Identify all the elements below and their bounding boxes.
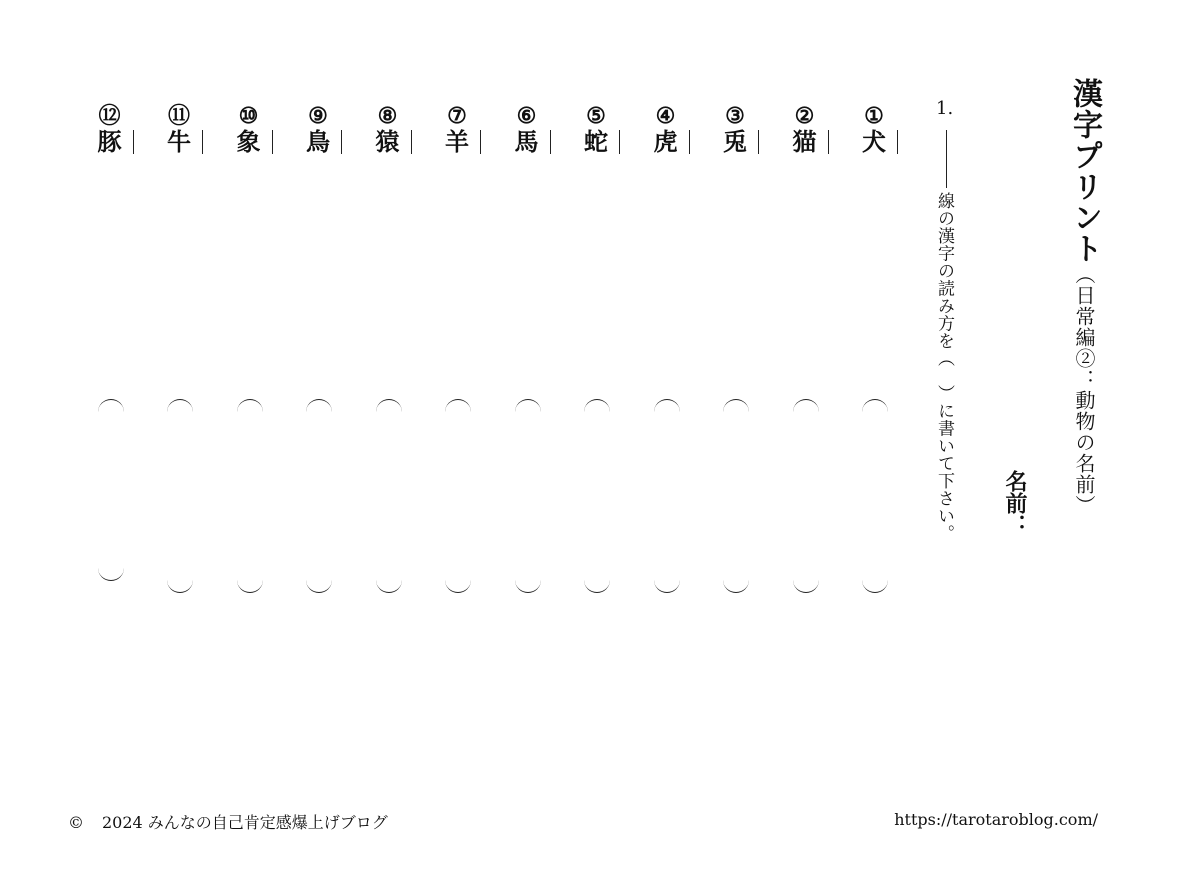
kanji-underline: [341, 130, 342, 154]
question-item-7: [437, 104, 477, 156]
question-item-3: [715, 104, 755, 156]
answer-paren-close: [654, 580, 680, 593]
kanji-underline: [480, 130, 481, 154]
kanji-underline: [411, 130, 412, 154]
answer-paren-open: [167, 399, 193, 412]
kanji-underline: [619, 130, 620, 154]
kanji-underline: [689, 130, 690, 154]
question-number: 1.: [936, 98, 954, 119]
kanji-underline: [828, 130, 829, 154]
question-item-6: [507, 104, 547, 156]
item-kanji: 犬: [862, 127, 886, 156]
item-number: ⑫: [98, 103, 121, 129]
item-kanji: 鳥: [306, 127, 330, 156]
answer-paren-open: [793, 399, 819, 412]
item-number: ⑤: [586, 103, 606, 129]
item-kanji: 牛: [167, 127, 191, 156]
item-kanji: 猿: [375, 127, 400, 156]
question-item-11: [159, 104, 199, 156]
question-item-9: [298, 104, 338, 156]
answer-paren-open: [584, 399, 610, 412]
footer-url[interactable]: https://tarotaroblog.com/: [894, 810, 1098, 829]
title-subtitle: （日常編②：動物の名前）: [1072, 264, 1096, 516]
item-number: ⑨: [308, 103, 328, 129]
answer-paren-open: [445, 399, 471, 412]
question-item-5: [576, 104, 616, 156]
answer-paren-open: [376, 399, 402, 412]
item-kanji: 虎: [653, 127, 678, 156]
question-item-8: [368, 104, 408, 156]
item-number: ①: [864, 103, 884, 129]
kanji-underline: [272, 130, 273, 154]
kanji-underline: [202, 130, 203, 154]
item-number: ②: [794, 103, 815, 129]
question-instruction: 線の漢字の読み方を（ ）に書いて下さい。: [934, 192, 954, 542]
item-number: ⑧: [377, 103, 398, 129]
item-number: ③: [725, 103, 745, 129]
question-item-4: [646, 104, 686, 156]
answer-paren-close: [98, 568, 124, 581]
answer-paren-close: [376, 580, 402, 593]
item-kanji: 豚: [97, 127, 122, 156]
item-number: ④: [655, 103, 676, 129]
kanji-underline: [758, 130, 759, 154]
answer-paren-open: [654, 399, 680, 412]
answer-paren-close: [167, 580, 193, 593]
answer-paren-open: [515, 399, 541, 412]
answer-paren-open: [723, 399, 749, 412]
kanji-underline: [550, 130, 551, 154]
page-title: [1062, 78, 1106, 516]
question-item-10: [229, 104, 269, 156]
answer-paren-open: [862, 399, 888, 412]
answer-paren-open: [306, 399, 332, 412]
item-kanji: 兎: [723, 127, 747, 156]
answer-paren-open: [237, 399, 263, 412]
item-number: ⑦: [447, 103, 467, 129]
kanji-underline: [897, 130, 898, 154]
answer-paren-close: [515, 580, 541, 593]
item-kanji: 猫: [792, 127, 817, 156]
kanji-underline: [133, 130, 134, 154]
item-kanji: 象: [236, 127, 261, 156]
answer-paren-close: [793, 580, 819, 593]
item-kanji: 馬: [514, 127, 539, 156]
name-field-label: 名前：: [1002, 470, 1028, 536]
underline-sample: [946, 130, 947, 188]
question-item-1: [854, 104, 894, 156]
answer-paren-close: [862, 580, 888, 593]
question-item-2: [785, 104, 825, 156]
item-kanji: 蛇: [584, 127, 608, 156]
footer-credit-text: 2024 みんなの自己肯定感爆上げブログ: [102, 813, 388, 832]
answer-paren-close: [445, 580, 471, 593]
item-number: ⑥: [516, 103, 537, 129]
item-kanji: 羊: [445, 127, 469, 156]
answer-paren-close: [306, 580, 332, 593]
question-item-12: [90, 104, 130, 156]
title-main: 漢字プリント: [1067, 78, 1102, 264]
item-number: ⑩: [238, 103, 259, 129]
answer-paren-close: [237, 580, 263, 593]
copyright-symbol: ©: [68, 813, 84, 832]
answer-paren-open: [98, 399, 124, 412]
item-number: ⑪: [167, 103, 190, 129]
answer-paren-close: [584, 580, 610, 593]
answer-paren-close: [723, 580, 749, 593]
footer-credit: [68, 810, 388, 833]
